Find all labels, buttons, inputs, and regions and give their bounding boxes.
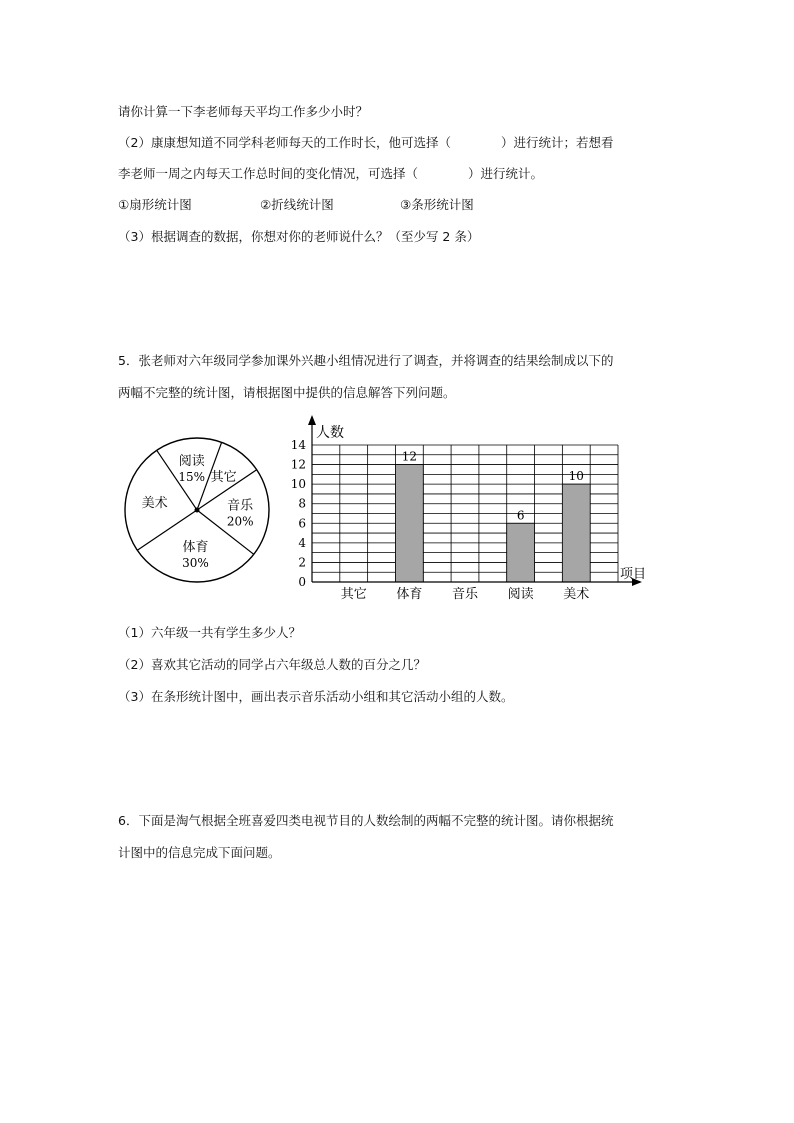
bar-data-label: 12 bbox=[401, 449, 418, 464]
pie-slice-percent: 30% bbox=[182, 556, 209, 571]
bar-5 bbox=[562, 484, 590, 582]
x-tick-label: 美术 bbox=[563, 587, 590, 602]
q4-option-3: ③条形统计图 bbox=[400, 197, 474, 212]
y-tick-label: 8 bbox=[298, 496, 306, 511]
pie-slice-label: 音乐 bbox=[227, 498, 254, 514]
pie-slice-label: 体育 bbox=[182, 540, 209, 556]
q4-option-1: ①扇形统计图 bbox=[118, 197, 192, 212]
y-tick-label: 2 bbox=[298, 555, 306, 570]
bar-4 bbox=[507, 523, 535, 582]
q5-sub3: （3）在条形统计图中，画出表示音乐活动小组和其它活动小组的人数。 bbox=[118, 689, 514, 704]
pie-slice-label: 其它 bbox=[210, 469, 237, 485]
pie-slice-percent: 20% bbox=[226, 514, 254, 529]
q5-intro-line1: 5．张老师对六年级同学参加课外兴趣小组情况进行了调查，并将调查的结果绘制成以下的 bbox=[118, 353, 614, 368]
x-tick-label: 其它 bbox=[340, 587, 367, 602]
bar-chart bbox=[291, 415, 646, 602]
pie-slice-label: 阅读 bbox=[178, 454, 205, 470]
pie-slice-percent: 15% bbox=[178, 470, 206, 485]
y-axis-label: 人数 bbox=[316, 425, 344, 441]
y-tick-label: 10 bbox=[290, 477, 306, 492]
x-tick-label: 阅读 bbox=[507, 587, 534, 602]
y-tick-label: 4 bbox=[298, 535, 306, 550]
y-tick-label: 12 bbox=[290, 457, 306, 472]
q5-sub1: （1）六年级一共有学生多少人？ bbox=[118, 625, 301, 640]
x-tick-label: 音乐 bbox=[451, 587, 479, 602]
q6-intro-line1: 6．下面是淘气根据全班喜爱四类电视节目的人数绘制的两幅不完整的统计图。请你根据统 bbox=[118, 813, 614, 828]
pie-center-dot bbox=[195, 508, 200, 513]
q5-sub2: （2）喜欢其它活动的同学占六年级总人数的百分之几？ bbox=[118, 657, 426, 672]
y-tick-label: 14 bbox=[290, 438, 306, 452]
y-axis-arrow bbox=[308, 415, 316, 425]
y-tick-label: 0 bbox=[298, 575, 306, 589]
bar-data-label: 10 bbox=[568, 469, 584, 484]
q4-line3: 李老师一周之内每天工作总时间的变化情况，可选择（ ）进行统计。 bbox=[118, 166, 544, 181]
q4-line1: 请你计算一下李老师每天平均工作多少小时？ bbox=[118, 104, 369, 119]
y-tick-label: 6 bbox=[298, 516, 306, 531]
q4-line4: （3）根据调查的数据，你想对你的老师说什么？（至少写 2 条） bbox=[118, 229, 480, 244]
q6-intro-line2: 计图中的信息完成下面问题。 bbox=[118, 845, 281, 860]
bar-data-label: 6 bbox=[516, 508, 525, 523]
q4-line2: （2）康康想知道不同学科老师每天的工作时长，他可选择（ ）进行统计；若想看 bbox=[118, 135, 614, 150]
x-tick-label: 体育 bbox=[396, 587, 423, 602]
pie-chart bbox=[125, 438, 269, 582]
q4-option-2: ②折线统计图 bbox=[260, 197, 334, 212]
q5-intro-line2: 两幅不完整的统计图，请根据图中提供的信息解答下列问题。 bbox=[118, 385, 456, 400]
x-axis-label: 项目 bbox=[620, 567, 647, 582]
pie-slice-label: 美术 bbox=[141, 495, 168, 511]
bar-2 bbox=[395, 465, 423, 582]
